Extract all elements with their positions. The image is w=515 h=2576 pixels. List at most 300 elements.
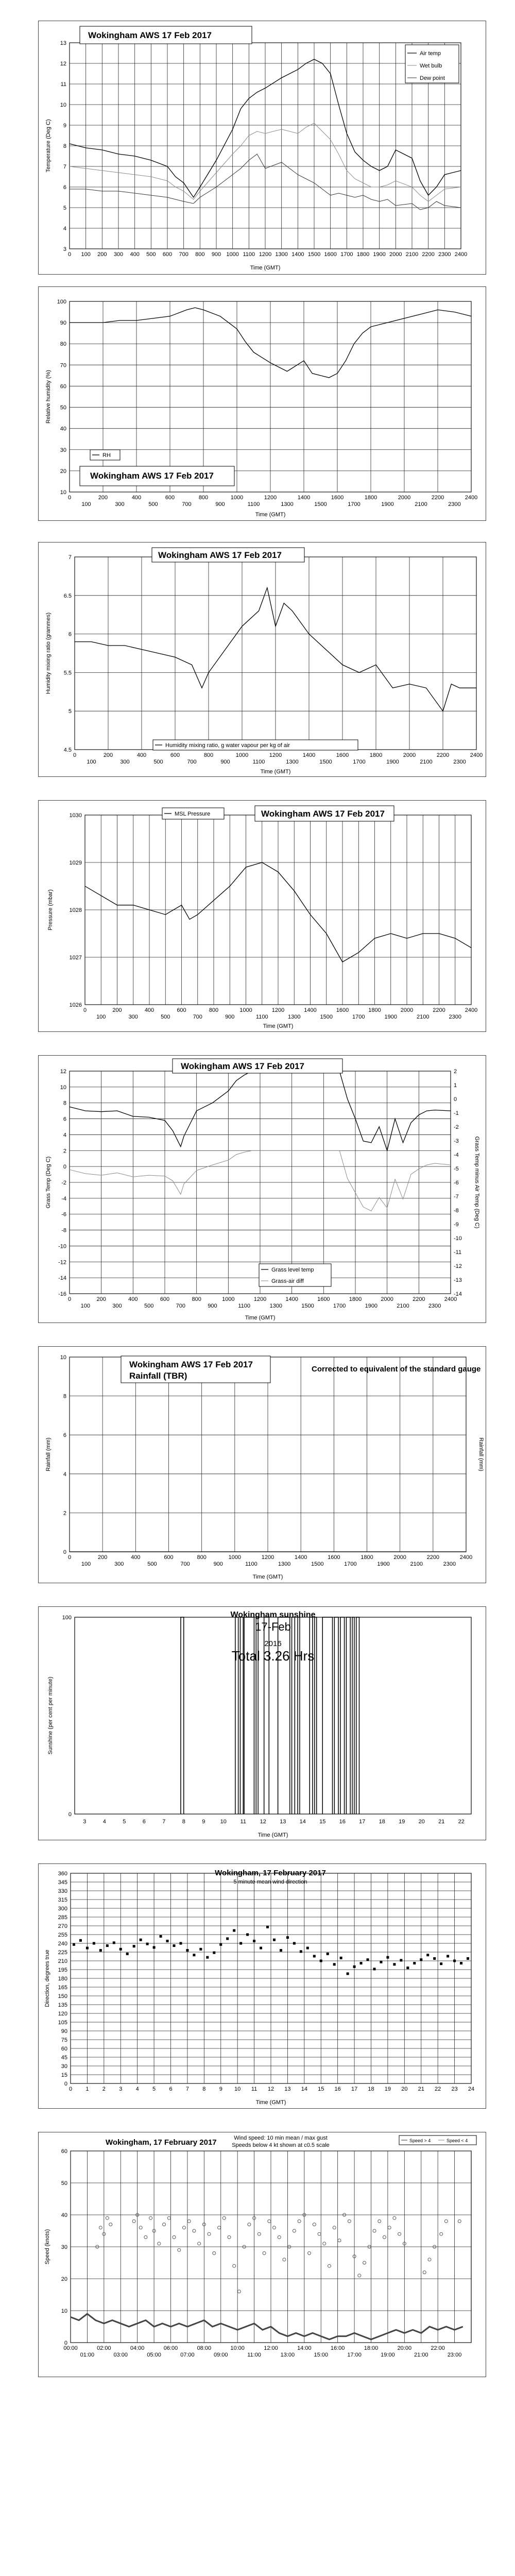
y-tick-label: 165 [58,1985,67,1991]
x-tick-label: 600 [164,1554,174,1561]
x-tick-label: 1400 [297,495,311,501]
y-axis-label: Rainfall (mm) [45,1437,52,1471]
y-tick-label: 0 [63,1164,66,1171]
y-tick-label: 4 [63,1132,66,1139]
x-tick-label: 900 [225,1014,235,1020]
y-tick-label: 11 [60,81,66,88]
y-tick-label: -12 [58,1259,66,1266]
direction-point [447,1955,449,1957]
direction-point [293,1942,296,1945]
x-tick-label: 15:00 [314,2352,329,2358]
y-tick-label: 4 [63,1471,66,1478]
y-tick-label: 6.5 [63,592,72,599]
y-tick-label: 330 [58,1888,67,1894]
x-tick-label: 21 [418,2086,424,2092]
legend-dew-point: Dew point [420,75,445,81]
x-tick-label: 1300 [286,759,299,765]
y-tick-label: 8 [63,143,66,149]
legend-speed-under-4: Speed < 4 [447,2138,468,2143]
x-tick-label: 2300 [449,1014,461,1020]
y-tick-label: 50 [61,2180,67,2187]
temperature-chart [38,21,486,275]
chart-title: Wokingham AWS 17 Feb 2017 [88,30,212,40]
x-tick-label: 13 [280,1819,286,1825]
x-tick-label: 1600 [336,1007,349,1013]
x-tick-label: 2000 [403,752,416,758]
y2-tick-label: -5 [454,1166,459,1172]
x-tick-label: 1900 [373,251,386,258]
x-tick-label: 15 [319,1819,326,1825]
y-tick-label: 12 [60,61,66,67]
y-tick-label: -6 [61,1211,66,1218]
y2-tick-label: -2 [454,1124,459,1130]
y-tick-label: 360 [58,1871,67,1877]
x-tick-label: 1400 [294,1554,307,1561]
y-tick-label: 4 [63,226,66,232]
y2-tick-label: -9 [454,1222,459,1228]
x-tick-label: 400 [128,1296,138,1302]
y-tick-label: 60 [61,2046,67,2052]
x-tick-label: 1000 [239,1007,252,1013]
y2-tick-label: -14 [454,1291,462,1297]
x-tick-label: 12:00 [264,2345,278,2351]
x-tick-label: 300 [113,251,124,258]
chart-subtitle-2: Speeds below 4 kt shown at c0.5 scale [232,2142,330,2148]
y-tick-label: 10 [60,102,66,108]
x-tick-label: 17:00 [347,2352,362,2358]
direction-point [219,1943,222,1946]
x-tick-label: 200 [112,1007,122,1013]
y-tick-label: 135 [58,2002,67,2008]
x-tick-label: 1200 [269,752,282,758]
x-tick-label: 23 [451,2086,458,2092]
x-tick-label: 10 [220,1819,227,1825]
direction-point [420,1958,422,1961]
x-tick-label: 02:00 [97,2345,111,2351]
y-tick-label: 10 [61,2308,67,2314]
x-tick-label: 800 [192,1296,201,1302]
x-axis-label: Time (GMT) [245,1315,276,1321]
direction-point [393,1963,396,1965]
x-tick-label: 11 [240,1819,246,1825]
x-tick-label: 5 [152,2086,156,2092]
direction-point [213,1952,215,1954]
y-tick-label: 20 [61,2276,67,2282]
direction-point [186,1949,188,1952]
x-tick-label: 2200 [413,1296,425,1302]
y-tick-label: 285 [58,1914,67,1921]
x-tick-label: 2100 [405,251,419,258]
x-tick-label: 1800 [360,1554,373,1561]
direction-point [226,1937,229,1940]
direction-point [79,1939,82,1942]
x-tick-label: 900 [211,251,221,258]
legend-grass-air-diff: Grass-air diff [271,1278,304,1284]
y-tick-label: 1026 [69,1002,82,1008]
x-tick-label: 1000 [222,1296,235,1302]
x-tick-label: 16 [339,1819,346,1825]
y2-tick-label: -6 [454,1180,459,1186]
x-tick-label: 17 [351,2086,358,2092]
y-tick-label: 20 [60,468,66,474]
x-tick-label: 09:00 [213,2352,228,2358]
x-tick-label: 700 [182,501,192,507]
legend-wet-bulb: Wet bulb [420,63,442,69]
x-tick-label: 19 [384,2086,391,2092]
x-tick-label: 0 [73,752,77,758]
x-axis-label: Time (GMT) [260,769,291,775]
x-tick-label: 1100 [238,1303,250,1309]
y-tick-label: 150 [58,1993,67,1999]
x-axis-label: Time (GMT) [255,2099,286,2106]
x-tick-label: 13 [284,2086,291,2092]
chart-subtitle: 5 minute mean wind direction [233,1879,307,1885]
x-tick-label: 600 [162,251,173,258]
sunshine-chart-svg [39,1607,487,1841]
x-tick-label: 9 [219,2086,222,2092]
y-tick-label: 30 [61,2063,67,2070]
direction-point [347,1972,349,1975]
y-tick-label: 30 [60,447,66,453]
direction-point [193,1954,195,1956]
x-tick-label: 22:00 [431,2345,445,2351]
y2-axis-label: Grass Temp minus Air Temp (Deg C) [474,1136,480,1229]
direction-point [140,1939,142,1941]
x-tick-label: 200 [97,251,107,258]
y-axis-label: Relative humidity (%) [45,370,52,423]
direction-point [413,1962,416,1964]
chart-note: Corrected to equivalent of the standard gauge [312,1365,481,1374]
direction-point [206,1956,209,1959]
y-tick-label: 30 [61,2244,67,2250]
x-tick-label: 11 [251,2086,258,2092]
chart-title: Wokingham AWS 17 Feb 2017 [158,550,282,560]
direction-point [320,1960,322,1962]
x-tick-label: 800 [198,495,209,501]
x-tick-label: 2300 [443,1561,456,1567]
x-tick-label: 1200 [253,1296,267,1302]
x-tick-label: 800 [195,251,205,258]
x-tick-label: 700 [176,1303,186,1309]
y-tick-label: 5 [63,205,66,211]
chart-title: Wokingham AWS 17 Feb 2017 [129,1360,253,1369]
legend-mixing-ratio: Humidity mixing ratio, g water vapour per kg of air [165,742,290,749]
x-tick-label: 1500 [311,1561,324,1567]
direction-point [179,1942,182,1945]
x-tick-label: 1900 [377,1561,390,1567]
x-tick-label: 2200 [422,251,435,258]
x-tick-label: 1100 [247,501,260,507]
x-tick-label: 1800 [369,752,383,758]
y2-tick-label: -10 [454,1235,462,1242]
x-tick-label: 1700 [352,1014,365,1020]
y2-tick-label: -4 [454,1152,459,1158]
x-tick-label: 0 [68,2086,73,2092]
direction-point [440,1962,442,1965]
wind-direction-chart [38,1863,486,2109]
pressure-chart-svg [39,801,487,1032]
x-tick-label: 300 [114,1561,124,1567]
direction-point [333,1963,336,1965]
x-tick-label: 17 [359,1819,366,1825]
legend-speed-over-4: Speed > 4 [409,2138,431,2143]
x-tick-label: 1600 [324,251,337,258]
y-tick-label: -8 [61,1227,66,1234]
y-axis-label: Humidity mixing ratio (grammes) [45,612,52,694]
x-tick-label: 9 [202,1819,205,1825]
x-tick-label: 24 [468,2086,475,2092]
y-tick-label: 2 [63,1510,66,1517]
x-tick-label: 19:00 [381,2352,395,2358]
direction-point [433,1957,436,1960]
y2-tick-label: -7 [454,1194,459,1200]
x-tick-label: 200 [97,1554,108,1561]
y-axis-label: Speed (knots) [44,2229,50,2265]
y-tick-label: 2 [63,1148,66,1155]
x-tick-label: 700 [180,1561,190,1567]
direction-point [273,1939,276,1941]
y2-tick-label: -8 [454,1208,459,1214]
x-tick-label: 300 [128,1014,138,1020]
y2-tick-label: -1 [454,1110,459,1116]
direction-point [400,1959,402,1961]
x-tick-label: 2400 [459,1554,473,1561]
x-tick-label: 800 [203,752,214,758]
pressure-chart [38,800,486,1032]
x-tick-label: 16 [334,2086,341,2092]
wind-speed-chart [38,2132,486,2377]
y2-tick-label: -11 [454,1249,462,1256]
x-tick-label: 800 [197,1554,207,1561]
x-tick-label: 2400 [454,251,468,258]
direction-point [386,1956,389,1959]
y-axis-label: Sunshine (per cent per minute) [47,1676,54,1755]
chart-title: Wokingham sunshine [230,1611,316,1619]
humidity-chart-svg [39,287,487,521]
y2-tick-label: 1 [454,1082,457,1089]
x-tick-label: 4 [135,2086,139,2092]
x-tick-label: 1800 [356,251,370,258]
x-tick-label: 600 [160,1296,170,1302]
y2-tick-label: 2 [454,1069,457,1075]
y-tick-label: 9 [63,123,66,129]
y-tick-label: 300 [58,1906,67,1912]
x-tick-label: 1800 [368,1007,381,1013]
y-tick-label: 100 [62,1615,72,1621]
x-tick-label: 2000 [393,1554,406,1561]
y-tick-label: 5 [68,708,72,715]
x-tick-label: 500 [144,1303,154,1309]
x-tick-label: 8 [202,2086,206,2092]
x-tick-label: 3 [119,2086,123,2092]
x-tick-label: 100 [80,1303,91,1309]
x-tick-label: 500 [148,501,158,507]
direction-point [253,1940,255,1942]
x-tick-label: 1200 [271,1007,285,1013]
x-tick-label: 20:00 [397,2345,412,2351]
sunshine-chart [38,1606,486,1840]
x-tick-label: 1000 [230,495,244,501]
x-tick-label: 20 [401,2086,408,2092]
direction-point [86,1947,89,1950]
x-tick-label: 1500 [319,759,332,765]
x-tick-label: 0 [67,1554,72,1561]
y-tick-label: 10 [60,1354,66,1361]
x-tick-label: 13:00 [280,2352,295,2358]
x-tick-label: 700 [193,1014,202,1020]
x-tick-label: 18 [379,1819,385,1825]
x-tick-label: 600 [165,495,175,501]
y-tick-label: -14 [58,1275,66,1282]
y-tick-label: 70 [60,362,66,369]
direction-point [93,1942,95,1945]
x-tick-label: 1900 [384,1014,397,1020]
x-tick-label: 500 [153,759,163,765]
y-tick-label: 40 [60,426,66,432]
direction-point [460,1962,462,1964]
y-tick-label: 255 [58,1932,67,1938]
y2-tick-label: -13 [454,1277,462,1283]
x-tick-label: 0 [67,495,72,501]
x-tick-label: 22 [458,1819,465,1825]
direction-point [146,1943,149,1945]
direction-point [126,1953,129,1955]
x-tick-label: 800 [209,1007,219,1013]
x-tick-label: 2400 [465,1007,478,1013]
x-tick-label: 1000 [228,1554,242,1561]
x-tick-label: 400 [131,1554,141,1561]
x-tick-label: 22 [435,2086,441,2092]
y-tick-label: 6 [63,184,66,191]
grass-temp-chart [38,1055,486,1323]
x-tick-label: 1500 [307,251,321,258]
x-tick-label: 2400 [470,752,483,758]
y-tick-label: 225 [58,1950,67,1956]
y2-tick-label: -3 [454,1138,459,1144]
chart-date: 17-Feb [255,1620,291,1633]
y-tick-label: 1027 [69,955,82,961]
y-tick-label: 80 [60,341,66,348]
mixing-ratio-chart [38,542,486,777]
x-tick-label: 1100 [252,759,265,765]
x-tick-label: 08:00 [197,2345,212,2351]
y-tick-label: 0 [64,2081,67,2087]
x-tick-label: 900 [213,1561,223,1567]
x-tick-label: 07:00 [180,2352,195,2358]
chart-title: Wokingham AWS 17 Feb 2017 [181,1061,304,1071]
x-tick-label: 200 [103,752,113,758]
direction-point [367,1958,369,1961]
y-tick-label: 60 [60,383,66,390]
y-tick-label: 345 [58,1879,67,1886]
y-tick-label: -4 [61,1195,66,1202]
y-tick-label: 7 [63,164,66,170]
x-tick-label: 0 [67,1296,72,1302]
x-tick-label: 2000 [400,1007,414,1013]
y-tick-label: 270 [58,1923,67,1929]
y-tick-label: 105 [58,2020,67,2026]
legend-msl-pressure: MSL Pressure [175,811,211,817]
direction-point [300,1950,302,1953]
x-tick-label: 1700 [348,501,360,507]
direction-point [160,1935,162,1938]
x-tick-label: 100 [96,1014,106,1020]
x-tick-label: 1300 [288,1014,301,1020]
x-tick-label: 7 [162,1819,166,1825]
chart-year: 2016 [264,1639,282,1648]
x-tick-label: 18:00 [364,2345,379,2351]
direction-point [306,1947,309,1950]
x-tick-label: 500 [161,1014,170,1020]
wind-direction-chart-svg [39,1864,487,2109]
y-tick-label: 75 [61,2037,67,2043]
x-tick-label: 2300 [428,1303,441,1309]
direction-point [467,1957,469,1960]
x-tick-label: 7 [185,2086,189,2092]
chart-title: Wokingham, 17 February 2017 [106,2138,217,2147]
y-tick-label: 1030 [69,812,82,819]
x-axis-label: Time (GMT) [258,1832,288,1838]
y-tick-label: 1028 [69,907,82,913]
chart-title: Wokingham AWS 17 Feb 2017 [261,809,385,819]
chart-subtitle: Wind speed: 10 min mean / max gust [234,2135,328,2141]
x-tick-label: 1400 [291,251,304,258]
direction-point [173,1944,175,1947]
chart-subtitle: Rainfall (TBR) [129,1371,187,1381]
x-tick-label: 2 [102,2086,106,2092]
rainfall-chart-svg [39,1347,487,1584]
direction-point [99,1949,102,1952]
x-tick-label: 900 [208,1303,217,1309]
y-tick-label: 6 [63,1116,66,1123]
direction-point [406,1967,409,1969]
x-tick-label: 18 [368,2086,374,2092]
y-tick-label: 4.5 [63,747,72,753]
direction-point [353,1965,356,1968]
direction-point [199,1948,202,1951]
humidity-chart [38,286,486,521]
x-tick-label: 1400 [302,752,316,758]
legend-air-temp: Air temp [420,50,441,57]
x-tick-label: 200 [96,1296,106,1302]
x-axis-label: Time (GMT) [263,1023,294,1029]
x-tick-label: 1400 [285,1296,298,1302]
x-tick-label: 300 [112,1303,122,1309]
x-tick-label: 2100 [410,1561,423,1567]
x-tick-label: 5 [123,1819,126,1825]
mixing-ratio-chart-svg [39,543,487,777]
x-tick-label: 1400 [304,1007,317,1013]
y-tick-label: 240 [58,1941,67,1947]
y-tick-label: -10 [58,1243,66,1250]
x-tick-label: 1200 [261,1554,274,1561]
x-tick-label: 2300 [448,501,461,507]
direction-point [313,1955,316,1957]
x-axis-label: Time (GMT) [252,1574,283,1580]
y-tick-label: 180 [58,1976,67,1982]
x-tick-label: 400 [136,752,147,758]
x-tick-label: 12 [260,1819,266,1825]
x-tick-label: 15 [318,2086,324,2092]
y-tick-label: -16 [58,1291,66,1297]
y-tick-label: 3 [63,246,66,252]
y-tick-label: 8 [63,1100,66,1107]
y-tick-label: 10 [60,1084,66,1091]
direction-point [266,1926,269,1928]
x-tick-label: 6 [169,2086,173,2092]
y-tick-label: 13 [60,40,66,46]
x-tick-label: 10 [234,2086,241,2092]
